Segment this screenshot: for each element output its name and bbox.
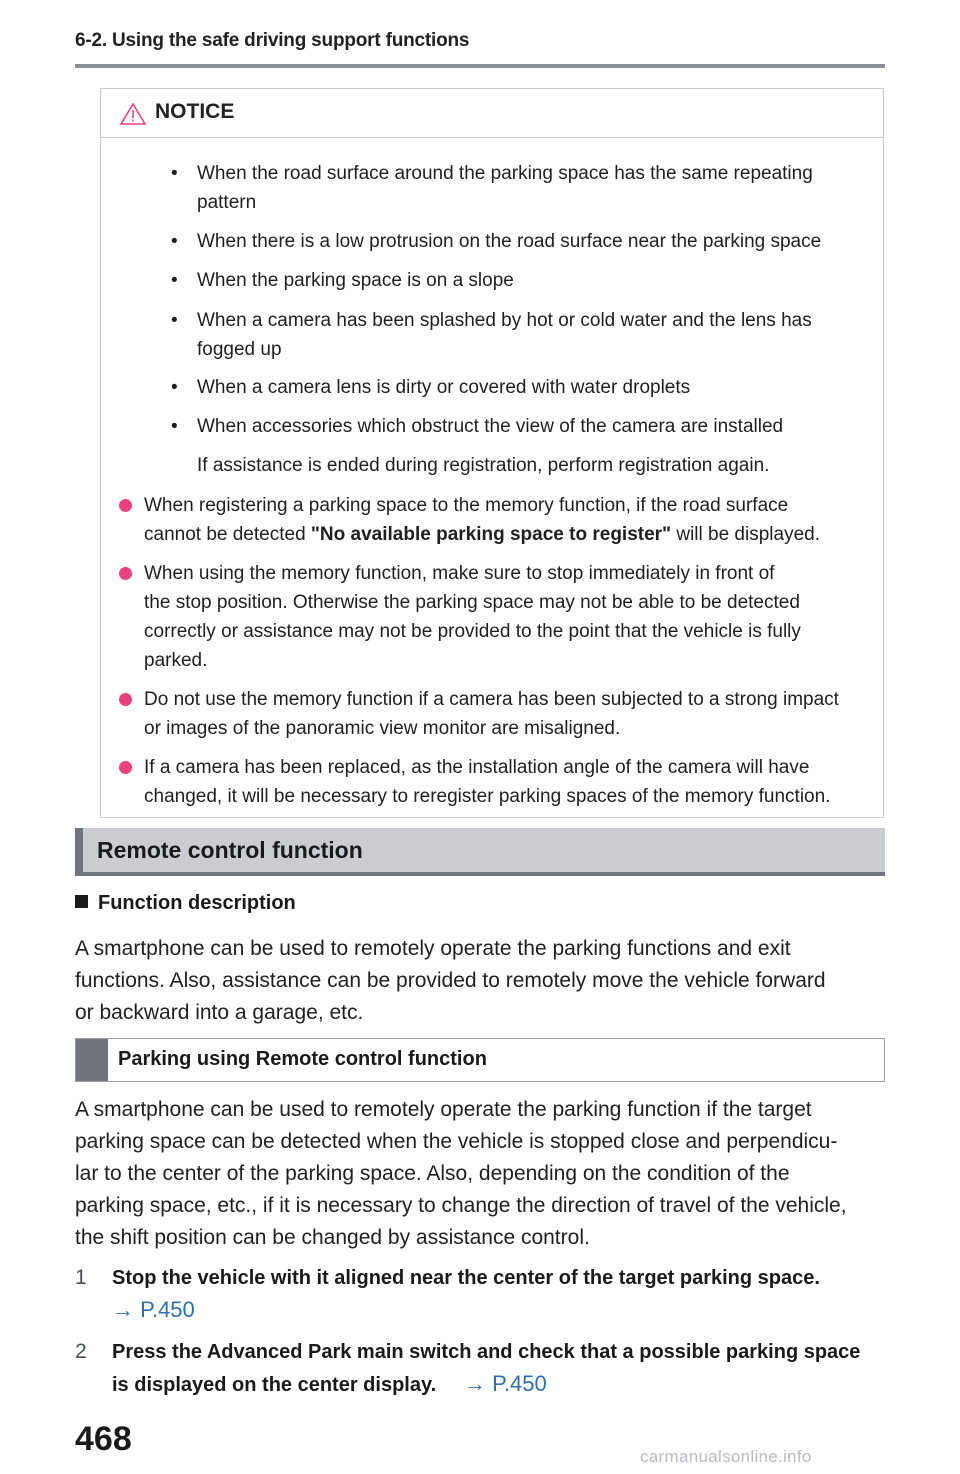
- page-reference-link[interactable]: → P.450: [112, 1297, 195, 1322]
- bullet-circle-icon: [119, 693, 132, 706]
- bullet-circle-icon: [119, 499, 132, 512]
- parking-paragraph: A smartphone can be used to remotely operate the parking function if the target parking space can be detected when the vehicle is stopped close and perpendicu- lar to the center of the parking space. Also, depending on the condition of the parking space, etc., if it is necessary to change the direction of travel of the vehicle, the shift position can be changed by assistance control.: [75, 1098, 847, 1249]
- step-number: 1: [75, 1266, 87, 1289]
- parking-box-title: Parking using Remote control function: [118, 1048, 487, 1070]
- bullet-circle-icon: [119, 567, 132, 580]
- page-number: 468: [75, 1420, 132, 1458]
- square-bullet-icon: [75, 895, 88, 908]
- section-title: Remote control function: [97, 837, 363, 863]
- header-rule: [75, 64, 885, 68]
- bullet-note: If assistance is ended during registration, perform registration again.: [197, 455, 770, 476]
- section-accent: [75, 828, 83, 872]
- bullet-circle-icon: [119, 761, 132, 774]
- notice-header: [101, 89, 883, 138]
- function-description-paragraph: A smartphone can be used to remotely operate the parking functions and exit functions. Also, assistance can be provided to remotely move the vehicle forward or backward into a garage, etc.: [75, 937, 826, 1024]
- parking-box-heading: [75, 1038, 885, 1082]
- running-header: 6-2. Using the safe driving support functions: [75, 30, 470, 51]
- page-reference-link[interactable]: → P.450: [463, 1371, 547, 1396]
- step-number: 2: [75, 1340, 87, 1363]
- watermark: carmanualsonline.info: [640, 1447, 812, 1466]
- notice-title: NOTICE: [155, 100, 235, 123]
- notice-box: NOTICE • When the road surface around the parking space has the same repeating pattern • When there is a low protrusion on the road surface near the parking space • When the parking space is on a slope • When a camera has been splashed by hot or cold water and the lens has fogged up • When a camera lens is dirty or covered with water droplets • When accessories which obstruct the view of the camera are installed If assistance is ended during registration, perform registration again. When registering a parking space to the memory function, if the road surface cannot be detected "No available parking space to register" will be displayed. When using the memory function, make sure to stop immediately in front of the stop position. Otherwise the parking space may not be able to be detected correctly or assistance may not be provided to the point that the vehicle is fully parked. Do not use the memory function if a camera has been subjected to a strong impact or images of the panoramic view monitor are misaligned. If a camera has been replaced, as the installation angle of the camera will have changed, it will be necessary to reregister parking spaces of the memory function.: [100, 88, 884, 818]
- subheading: Function description: [75, 892, 296, 915]
- section-heading-bar: [75, 828, 885, 876]
- box-accent: [76, 1039, 108, 1081]
- warning-icon: [120, 103, 146, 125]
